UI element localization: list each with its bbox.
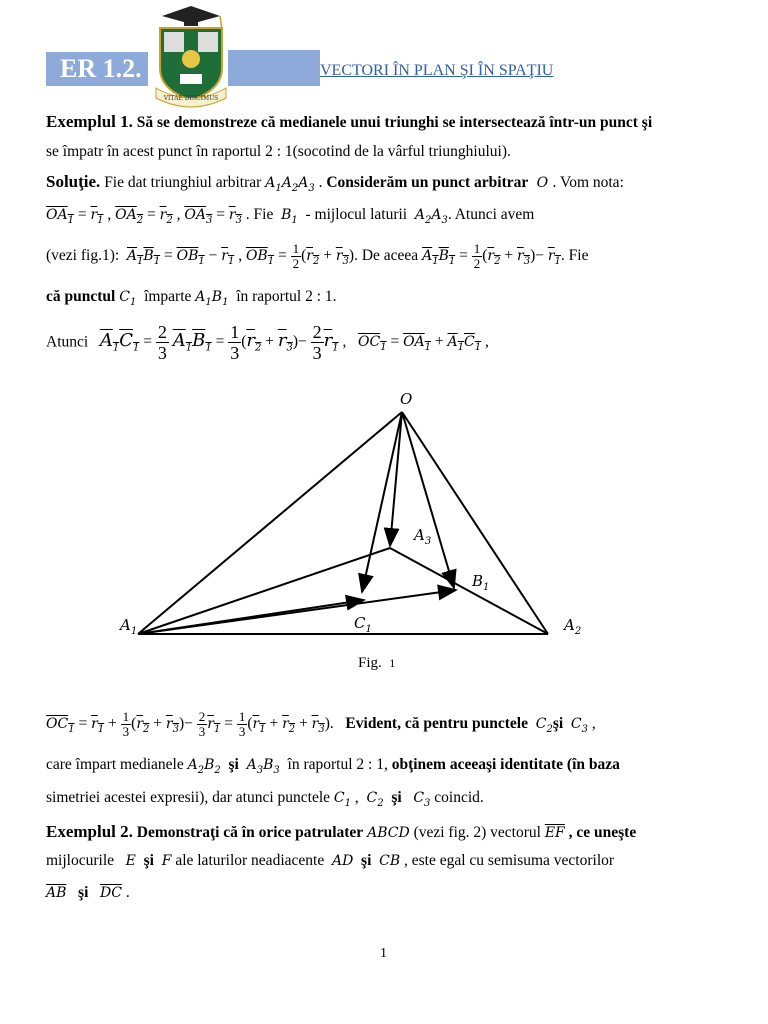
solution-line2: $OA_1 = r_1$ , $OA_2 = r_2$ , $OA_3 = r_3$ . Fie $B_1$ - mijlocul laturii $A_2A_3$. Atunci avem [46, 206, 535, 226]
page-number: 1 [380, 946, 387, 961]
university-crest-icon [150, 4, 232, 108]
solution-line8: simetriei acestei expresii), dar atunci punctele $C_1$ , $C_2$ şi $C_3$ coincid. [46, 789, 484, 809]
solution-line3: (vezi fig.1): $A_1B_1 = OB_1 - r_1$ , $OB_1$ = $\frac{1}{2}$ $(r_2 + r_3)$. De aceea $A_1B_1$ = $\frac{1}{2}$ $(r_2 + r_3)- r_1$. Fie [46, 241, 589, 271]
section-code: ER 1.2. [46, 52, 148, 86]
example2-line3: $\overline{AB}$ şi $\overline{DC}$ . [46, 884, 130, 901]
example2-line2: mijlocurile E şi F ale laturilor neadiacente AD şi CB , este egal cu semisuma vectorilor [46, 852, 615, 869]
solution-line5: Atunci $A_1C_1$ = $\frac{2}{3}$ $A_1B_1$ = $\frac{1}{3}$ $(r_2 + r_3)-$ $\frac{2}{3}$ $r_1$ , $OC_1 = OA_1 + A_1C_1$ , [46, 322, 489, 363]
edge-o-a2 [402, 412, 548, 634]
solution-line4: că punctul $C_1$ împarte $A_1B_1$ în raportul 2 : 1. [46, 288, 337, 308]
figure-caption: Fig. 1 [358, 655, 396, 671]
solution-line7: care împart medianele $A_2B_2$ şi $A_3B_3$ în raportul 2 : 1, obţinem aceeaşi identitate (în baza [46, 756, 620, 776]
vector-a1-b1 [138, 590, 456, 634]
label-a2: $A_2$ [564, 616, 582, 637]
vector-o-a3 [390, 412, 402, 546]
example1-label: Exemplul 1. [46, 112, 133, 131]
vector-o-b1 [402, 412, 454, 588]
label-b1: $B_1$ [472, 572, 490, 593]
crest-motto: VITAE DISCIMUS [163, 95, 219, 102]
label-c1: $C_1$ [354, 614, 372, 635]
figure-1-diagram [112, 388, 612, 648]
page-title: VECTORI ÎN PLAN ŞI ÎN SPAŢIU [320, 62, 554, 79]
example2-line1: Exemplul 2. Demonstraţi că în orice patrulater ABCD (vezi fig. 2) vectorul $\overline{EF}$ , ce uneşte [46, 822, 637, 841]
label-a1: $A_1$ [120, 616, 138, 637]
example1-line2: se împatr în acest punct în raportul 2 : 1(socotind de la vârful triunghiului). [46, 143, 511, 160]
side-a1-a3 [138, 548, 390, 634]
solution-line6: $OC_1 = r_1$ + $\frac{1}{3}$ $(r_2 + r_3)-$ $\frac{2}{3}$ $r_1$ = $\frac{1}{3}$ $(r_1 + r_2 + r_3)$. Evident, că pentru punctele $C_2şi$ $C_3$ , [46, 709, 596, 739]
solution-line1: Soluţie. Fie dat triunghiul arbitrar $A_1A_2A_3$ . Considerăm un punct arbitrar O . Vom nota: [46, 172, 624, 194]
title-bar [228, 50, 320, 86]
example1-line1: Exemplul 1. Să se demonstreze că medianele unui triunghi se intersectează într-un punct şi [46, 112, 653, 131]
example2-label: Exemplul 2. [46, 822, 133, 841]
side-a3-a2 [390, 548, 548, 634]
label-a3: $A_3$ [414, 526, 432, 547]
vector-o-c1 [362, 412, 402, 592]
label-o: O [400, 390, 413, 408]
